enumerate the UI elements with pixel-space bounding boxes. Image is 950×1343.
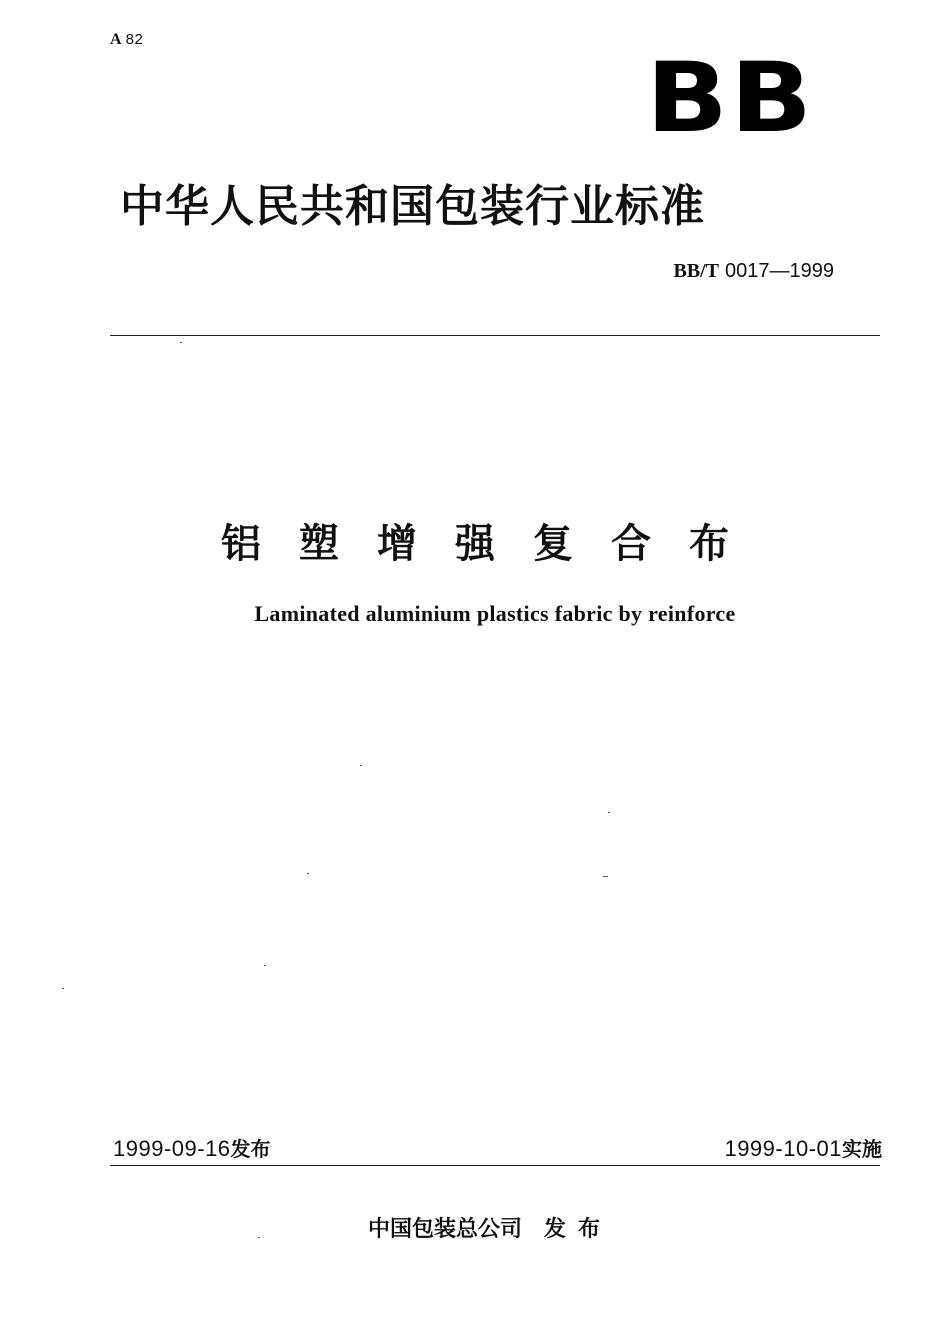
implementation-date-value: 1999-10-01: [724, 1136, 842, 1161]
bb-logo: BB: [645, 42, 814, 154]
issue-date: [113, 1133, 271, 1162]
classification-code-letter: A: [110, 31, 122, 48]
standard-number-prefix: BB/T: [673, 260, 720, 282]
issue-date-value: 1999-09-16: [113, 1136, 231, 1161]
bottom-divider: [110, 1165, 880, 1166]
document-title-chinese: 铝塑增强复合布: [221, 521, 767, 567]
classification-code: [110, 31, 143, 49]
implementation-date: [724, 1133, 882, 1162]
publisher-name: 中国包装总公司: [368, 1217, 523, 1242]
scan-speck: [62, 988, 64, 989]
publisher-action: 发布: [544, 1217, 613, 1242]
document-title-english: Laminated aluminium plastics fabric by reinforce: [254, 601, 736, 626]
implementation-date-label: 实施: [842, 1137, 882, 1161]
standard-category-title: 中华人民共和国包装行业标准: [120, 181, 705, 232]
standard-number: [673, 258, 834, 283]
scan-speck: [264, 965, 266, 966]
classification-code-number: 82: [125, 31, 144, 48]
scan-speck: [258, 1237, 260, 1238]
scan-speck: [360, 765, 362, 766]
publisher: [368, 1212, 612, 1243]
scan-speck: [603, 876, 608, 877]
top-divider: [110, 335, 880, 336]
scan-speck: [608, 812, 610, 813]
scan-speck: [180, 342, 182, 343]
scan-speck: [307, 873, 309, 874]
standard-number-code: 0017—1999: [725, 260, 834, 282]
issue-date-label: 发布: [230, 1137, 271, 1161]
